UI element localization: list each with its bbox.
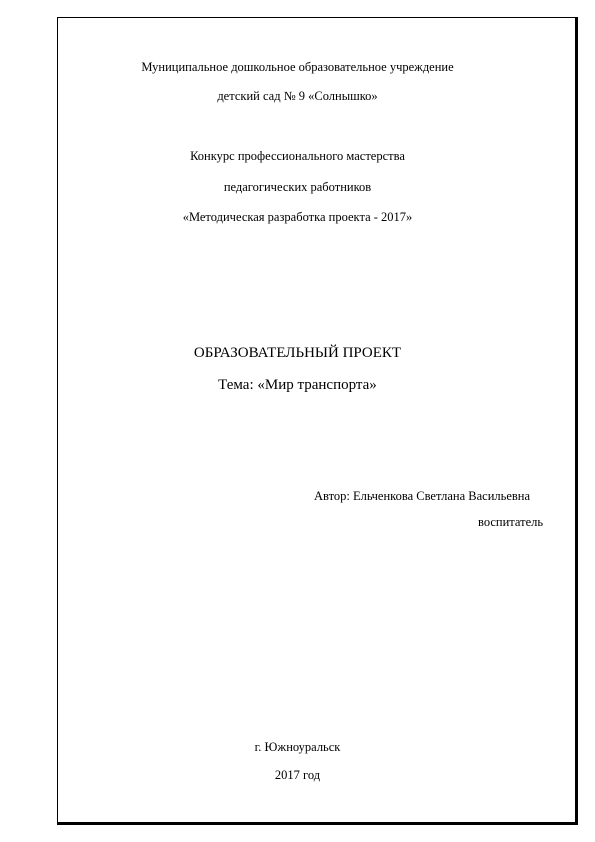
author-name: Автор: Ельченкова Светлана Васильевна (314, 489, 531, 503)
page-border (57, 17, 578, 825)
author-role: воспитатель (478, 515, 544, 529)
institution-line-1: Муниципальное дошкольное образовательное учреждение (141, 60, 454, 74)
project-title: ОБРАЗОВАТЕЛЬНЫЙ ПРОЕКТ (193, 345, 402, 361)
contest-line-2: педагогических работников (223, 180, 372, 194)
footer-city: г. Южноуральск (254, 740, 341, 754)
contest-line-3: «Методическая разработка проекта - 2017» (182, 210, 413, 224)
institution-line-2: детский сад № 9 «Солнышко» (217, 89, 378, 103)
contest-line-1: Конкурс профессионального мастерства (190, 149, 405, 163)
project-theme: Тема: «Мир транспорта» (218, 377, 377, 393)
footer-year: 2017 год (274, 768, 321, 782)
